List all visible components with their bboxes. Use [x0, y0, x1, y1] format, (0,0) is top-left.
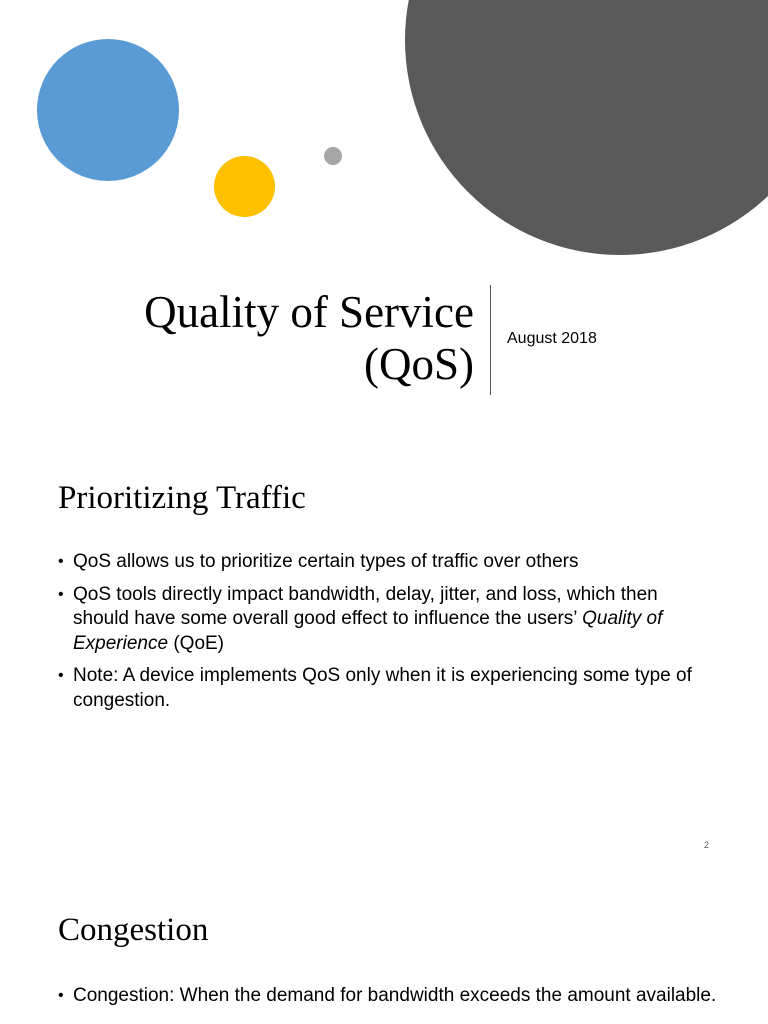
- bullet-text-end: (QoE): [168, 632, 225, 654]
- decorative-yellow-circle: [214, 156, 275, 217]
- title-line-1: Quality of Service: [144, 287, 474, 337]
- congestion-slide: [0, 860, 768, 1024]
- bullet-item: [58, 550, 718, 575]
- bullet-text: QoS allows us to prioritize certain types of traffic over others: [73, 551, 579, 572]
- slide-heading: Prioritizing Traffic: [58, 480, 306, 516]
- title-slide: [0, 0, 768, 430]
- title-line-2: (QoS): [364, 339, 474, 389]
- bullet-item: [58, 664, 718, 713]
- prioritizing-traffic-slide: [0, 430, 768, 860]
- decorative-large-grey-circle: [405, 0, 768, 255]
- slide-heading: Congestion: [58, 912, 209, 948]
- decorative-grey-dot: [324, 147, 342, 165]
- slide-title: [14, 286, 474, 390]
- bullet-item: [58, 984, 718, 1009]
- bullet-text: QoS tools directly impact bandwidth, delay, jitter, and loss, which then should have some overall good effect to influence the users’: [73, 583, 658, 629]
- page-number: 2: [704, 840, 710, 850]
- bullet-list: [58, 984, 718, 1017]
- bullet-list: [58, 550, 718, 721]
- bullet-item: [58, 583, 718, 657]
- bullet-text: Note: A device implements QoS only when it is experiencing some type of congestion.: [73, 665, 692, 711]
- bullet-text: Congestion: When the demand for bandwidth exceeds the amount available.: [73, 985, 717, 1006]
- title-divider: [490, 285, 491, 395]
- slide-date: August 2018: [507, 330, 597, 347]
- decorative-blue-circle: [37, 39, 179, 181]
- bullet-italic-term: Quality of Experience: [73, 608, 663, 654]
